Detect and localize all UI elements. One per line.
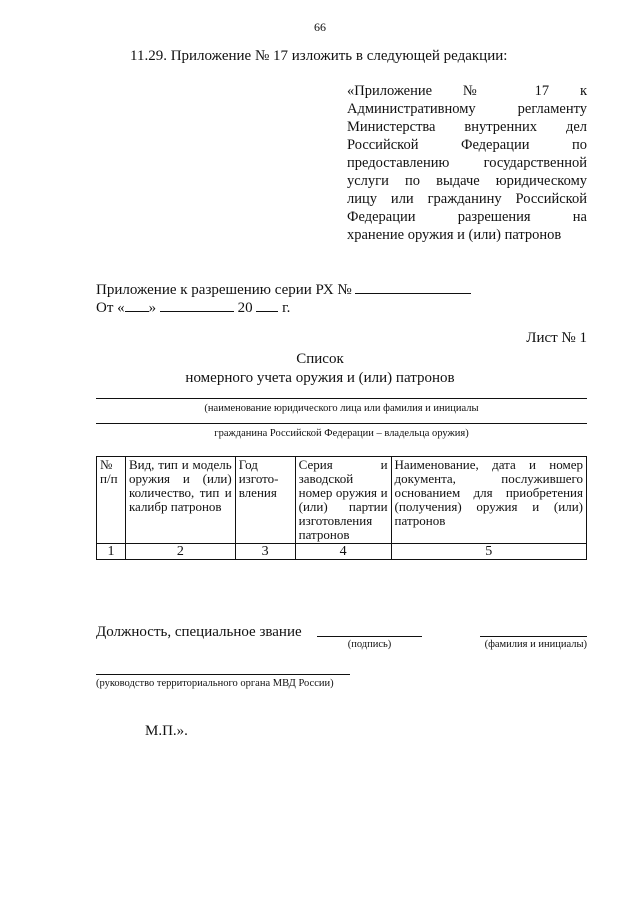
appendix-line: Российской Федерации по <box>347 137 587 153</box>
header-cell: № п/п <box>97 457 126 544</box>
stamp-place: М.П.». <box>145 723 188 739</box>
owner-name-line-2[interactable] <box>96 423 587 424</box>
column-number: 1 <box>97 544 126 560</box>
owner-name-caption: (наименование юридического лица или фамилия и инициалы <box>204 403 479 414</box>
appendix-line: предоставлению государственной <box>347 155 587 171</box>
intro-paragraph: 11.29. Приложение № 17 изложить в следующей редакции: <box>130 48 508 64</box>
appendix-line: хранение оружия и (или) патронов <box>347 227 562 243</box>
permit-number-blank[interactable] <box>355 280 471 294</box>
appendix-line: Административному регламенту <box>347 101 587 117</box>
day-blank[interactable] <box>125 298 149 312</box>
appendix-line: Министерства внутренних дел <box>347 119 587 135</box>
permit-date <box>96 298 290 317</box>
list-title-line: Список <box>296 351 344 367</box>
leadership-caption: (руководство территориального органа МВД России) <box>96 678 334 689</box>
owner-name-line[interactable] <box>96 398 587 399</box>
header-cell: Наименование, дата и номер документа, послужившего основанием для приобретения (получения) оружия и (или) патронов <box>391 457 586 544</box>
header-cell: Год изгото-вления <box>235 457 295 544</box>
header-cell: Вид, тип и модель оружия и (или) количество, тип и калибр патронов <box>125 457 235 544</box>
year-suffix: г. <box>282 300 291 316</box>
position-label: Должность, специальное звание <box>96 624 302 640</box>
date-quote: » <box>148 300 157 316</box>
year-blank[interactable] <box>256 298 278 312</box>
column-number: 3 <box>235 544 295 560</box>
appendix-header <box>347 82 587 244</box>
appendix-line: услуги по выдаче юридическому <box>347 173 587 189</box>
date-prefix: От « <box>96 300 125 316</box>
appendix-line: «Приложение № 17 к <box>347 83 587 99</box>
month-blank[interactable] <box>160 298 234 312</box>
list-title <box>0 350 640 388</box>
signature-line[interactable] <box>317 636 422 637</box>
permit-reference <box>96 280 471 299</box>
leadership-line[interactable] <box>96 674 350 675</box>
sheet-number: Лист № 1 <box>526 330 587 346</box>
column-number: 5 <box>391 544 586 560</box>
page-number: 66 <box>314 20 326 34</box>
year-prefix: 20 <box>237 300 253 316</box>
appendix-line: Федерации разрешения на <box>347 209 587 225</box>
permit-reference-label: Приложение к разрешению серии РХ № <box>96 282 352 298</box>
table-numbers-row <box>97 544 587 560</box>
header-cell: Серия и заводской номер оружия и (или) партии изготовления патронов <box>295 457 391 544</box>
appendix-line: лицу или гражданину Российской <box>347 191 587 207</box>
name-caption: (фамилия и инициалы) <box>484 639 587 650</box>
table-header-row <box>97 457 587 544</box>
owner-name-caption-cont: гражданина Российской Федерации – владельца оружия) <box>214 428 469 439</box>
registry-table <box>96 456 587 560</box>
column-number: 4 <box>295 544 391 560</box>
list-title-line: номерного учета оружия и (или) патронов <box>185 370 455 386</box>
name-line[interactable] <box>480 636 587 637</box>
signature-caption: (подпись) <box>347 639 392 650</box>
column-number: 2 <box>125 544 235 560</box>
